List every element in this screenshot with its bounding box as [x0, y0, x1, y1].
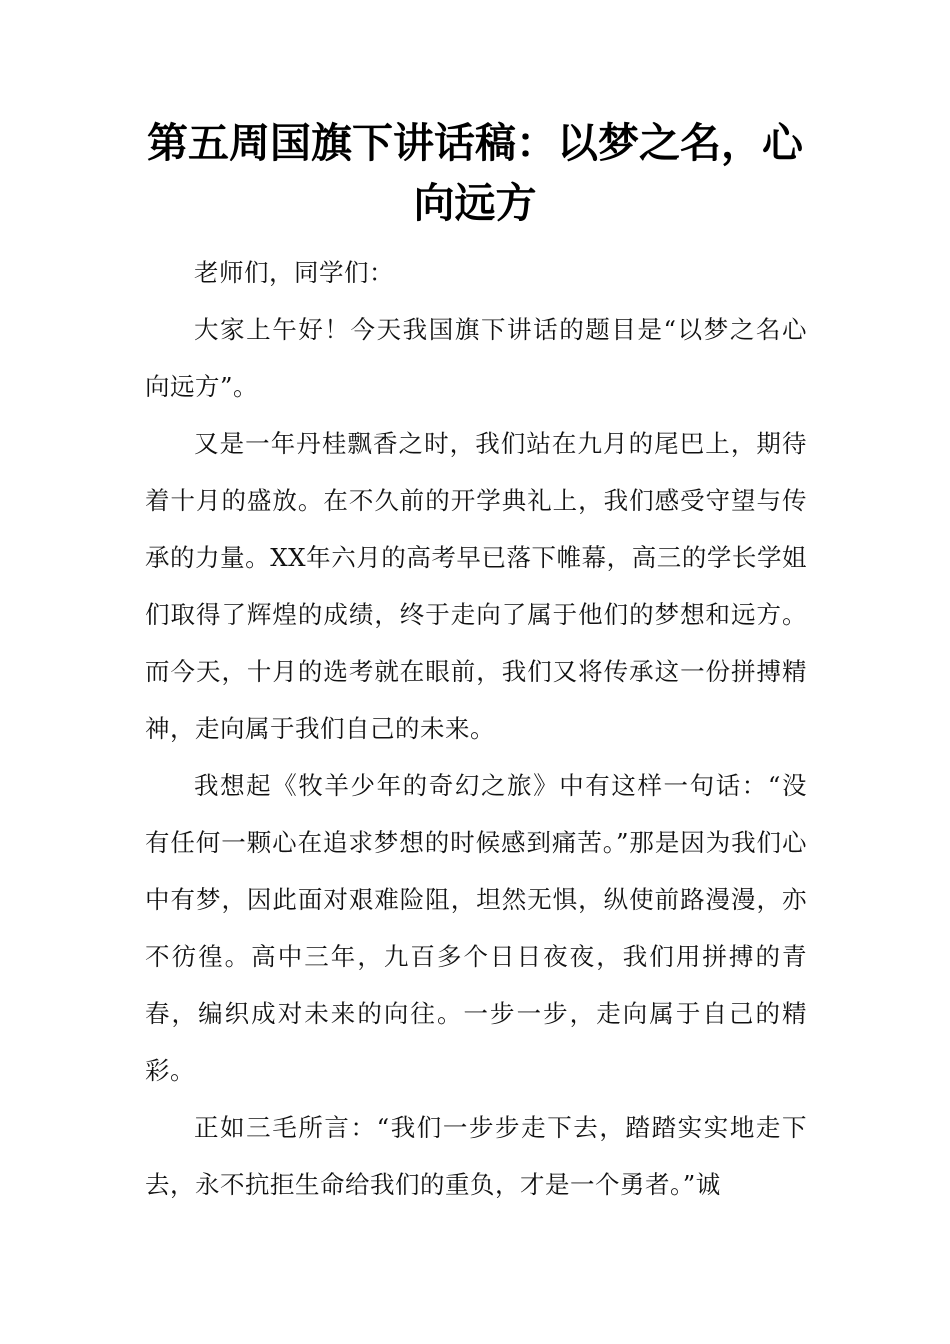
- paragraph-2: 又是一年丹桂飘香之时，我们站在九月的尾巴上，期待着十月的盛放。在不久前的开学典礼上，我们感受守望与传承的力量。XX年六月的高考早已落下帷幕，高三的学长学姐们取得了辉煌的成绩，终于走向了属于他们的梦想和远方。而今天，十月的选考就在眼前，我们又将传承这一份拼搏精神，走向属于我们自己的未来。: [145, 429, 807, 743]
- document-title: 第五周国旗下讲话稿：以梦之名，心向远方: [147, 119, 803, 227]
- paragraph-1: 大家上午好！今天我国旗下讲话的题目是“以梦之名心向远方”。: [145, 315, 807, 401]
- document-body: [145, 244, 807, 1213]
- paragraph-4: 正如三毛所言：“我们一步步走下去，踏踏实实地走下去，永不抗拒生命给我们的重负，才是一个勇者。”诚: [145, 1113, 807, 1199]
- paragraph-3: 我想起《牧羊少年的奇幻之旅》中有这样一句话：“没有任何一颗心在追求梦想的时候感到痛苦。”那是因为我们心中有梦，因此面对艰难险阻，坦然无惧，纵使前路漫漫，亦不彷徨。高中三年，九百多个日日夜夜，我们用拼搏的青春，编织成对未来的向往。一步一步，走向属于自己的精彩。: [145, 771, 807, 1085]
- salutation: 老师们，同学们：: [194, 258, 394, 287]
